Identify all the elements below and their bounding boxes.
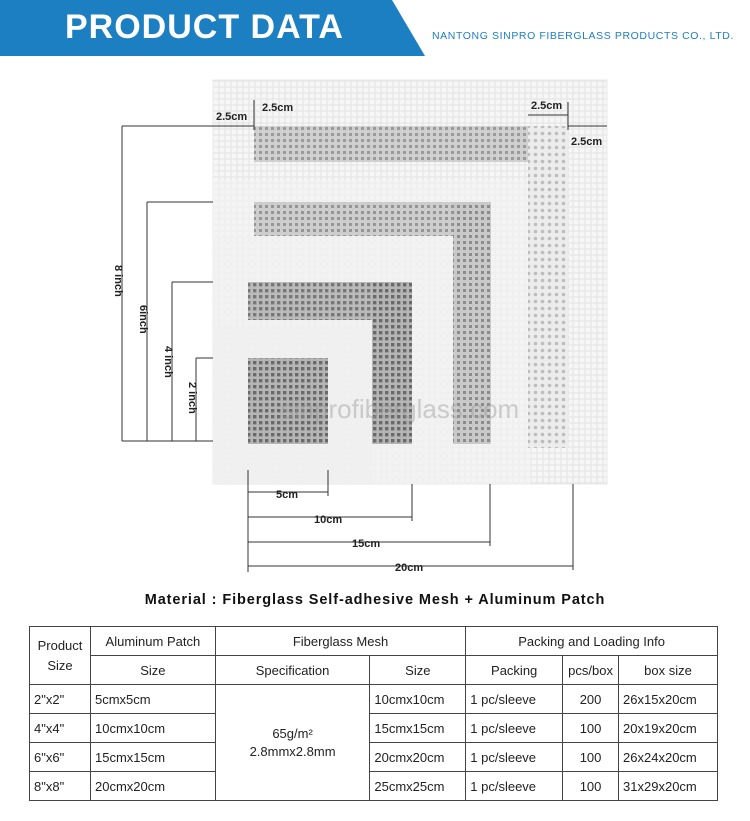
watermark: sinprofiberglass.com (280, 394, 520, 424)
th-product-size (30, 627, 91, 685)
aluminum-patch-8inch-side (528, 126, 569, 448)
cell-product: 2"x2" (30, 685, 91, 714)
header-banner (0, 0, 750, 56)
th-packing: Packing (466, 656, 563, 685)
th-fiberglass-mesh: Fiberglass Mesh (215, 627, 466, 656)
th-packing-info: Packing and Loading Info (466, 627, 718, 656)
dim-top-left-h: 2.5cm (216, 111, 248, 123)
table-row (30, 743, 718, 772)
cell-patch: 20cmx20cm (91, 772, 216, 801)
cell-box: 31x29x20cm (619, 772, 718, 801)
cell-mesh: 10cmx10cm (370, 685, 466, 714)
cell-patch: 10cmx10cm (91, 714, 216, 743)
spec-table (29, 626, 718, 801)
dim-10cm: 10cm (314, 514, 343, 526)
th-patch-size: Size (91, 656, 216, 685)
cell-packing: 1 pc/sleeve (466, 685, 563, 714)
cell-mesh: 20cmx20cm (370, 743, 466, 772)
th-specification: Specification (215, 656, 370, 685)
table-row (30, 685, 718, 714)
spec-mesh-opening: 2.8mmx2.8mm (249, 743, 336, 759)
cell-box: 26x24x20cm (619, 743, 718, 772)
material-line: Material : Fiberglass Self-adhesive Mesh + Aluminum Patch (144, 592, 606, 608)
cell-box: 20x19x20cm (619, 714, 718, 743)
cell-patch: 15cmx15cm (91, 743, 216, 772)
table-row (30, 714, 718, 743)
spec-weight: 65g/m² (272, 725, 313, 741)
th-box-size: box size (619, 656, 718, 685)
th-pcs-box: pcs/box (563, 656, 619, 685)
dim-5cm: 5cm (276, 489, 299, 501)
table-header-row-2 (30, 656, 718, 685)
cell-pcs: 100 (563, 772, 619, 801)
cell-patch: 5cmx5cm (91, 685, 216, 714)
page-title: PRODUCT DATA (65, 8, 344, 46)
cell-pcs: 100 (563, 743, 619, 772)
cell-pcs: 200 (563, 685, 619, 714)
dim-6inch: 6inch (137, 305, 149, 334)
dim-2inch: 2 inch (186, 382, 198, 414)
th-product-size-label: Product Size (37, 637, 83, 673)
dim-20cm: 20cm (395, 562, 424, 574)
cell-packing: 1 pc/sleeve (466, 743, 563, 772)
dim-4inch: 4 inch (162, 346, 174, 378)
table-row (30, 772, 718, 801)
product-figure (0, 60, 750, 580)
cell-mesh: 25cmx25cm (370, 772, 466, 801)
aluminum-patch-8inch-top (254, 126, 569, 162)
cell-product: 6"x6" (30, 743, 91, 772)
dim-8inch: 8 inch (112, 265, 124, 297)
cell-mesh: 15cmx15cm (370, 714, 466, 743)
th-aluminum-patch: Aluminum Patch (91, 627, 216, 656)
dim-top-right-v: 2.5cm (531, 100, 563, 112)
dim-top-right-h: 2.5cm (571, 136, 603, 148)
company-name: NANTONG SINPRO FIBERGLASS PRODUCTS CO., LTD. (432, 30, 734, 42)
product-diagram (0, 60, 750, 580)
cell-packing: 1 pc/sleeve (466, 714, 563, 743)
cell-packing: 1 pc/sleeve (466, 772, 563, 801)
table-header-row-1 (30, 627, 718, 656)
dim-top-left-v: 2.5cm (262, 102, 294, 114)
dim-15cm: 15cm (352, 538, 381, 550)
cell-product: 4"x4" (30, 714, 91, 743)
cell-box: 26x15x20cm (619, 685, 718, 714)
cell-product: 8"x8" (30, 772, 91, 801)
cell-specification (215, 685, 370, 801)
th-mesh-size: Size (370, 656, 466, 685)
cell-pcs: 100 (563, 714, 619, 743)
